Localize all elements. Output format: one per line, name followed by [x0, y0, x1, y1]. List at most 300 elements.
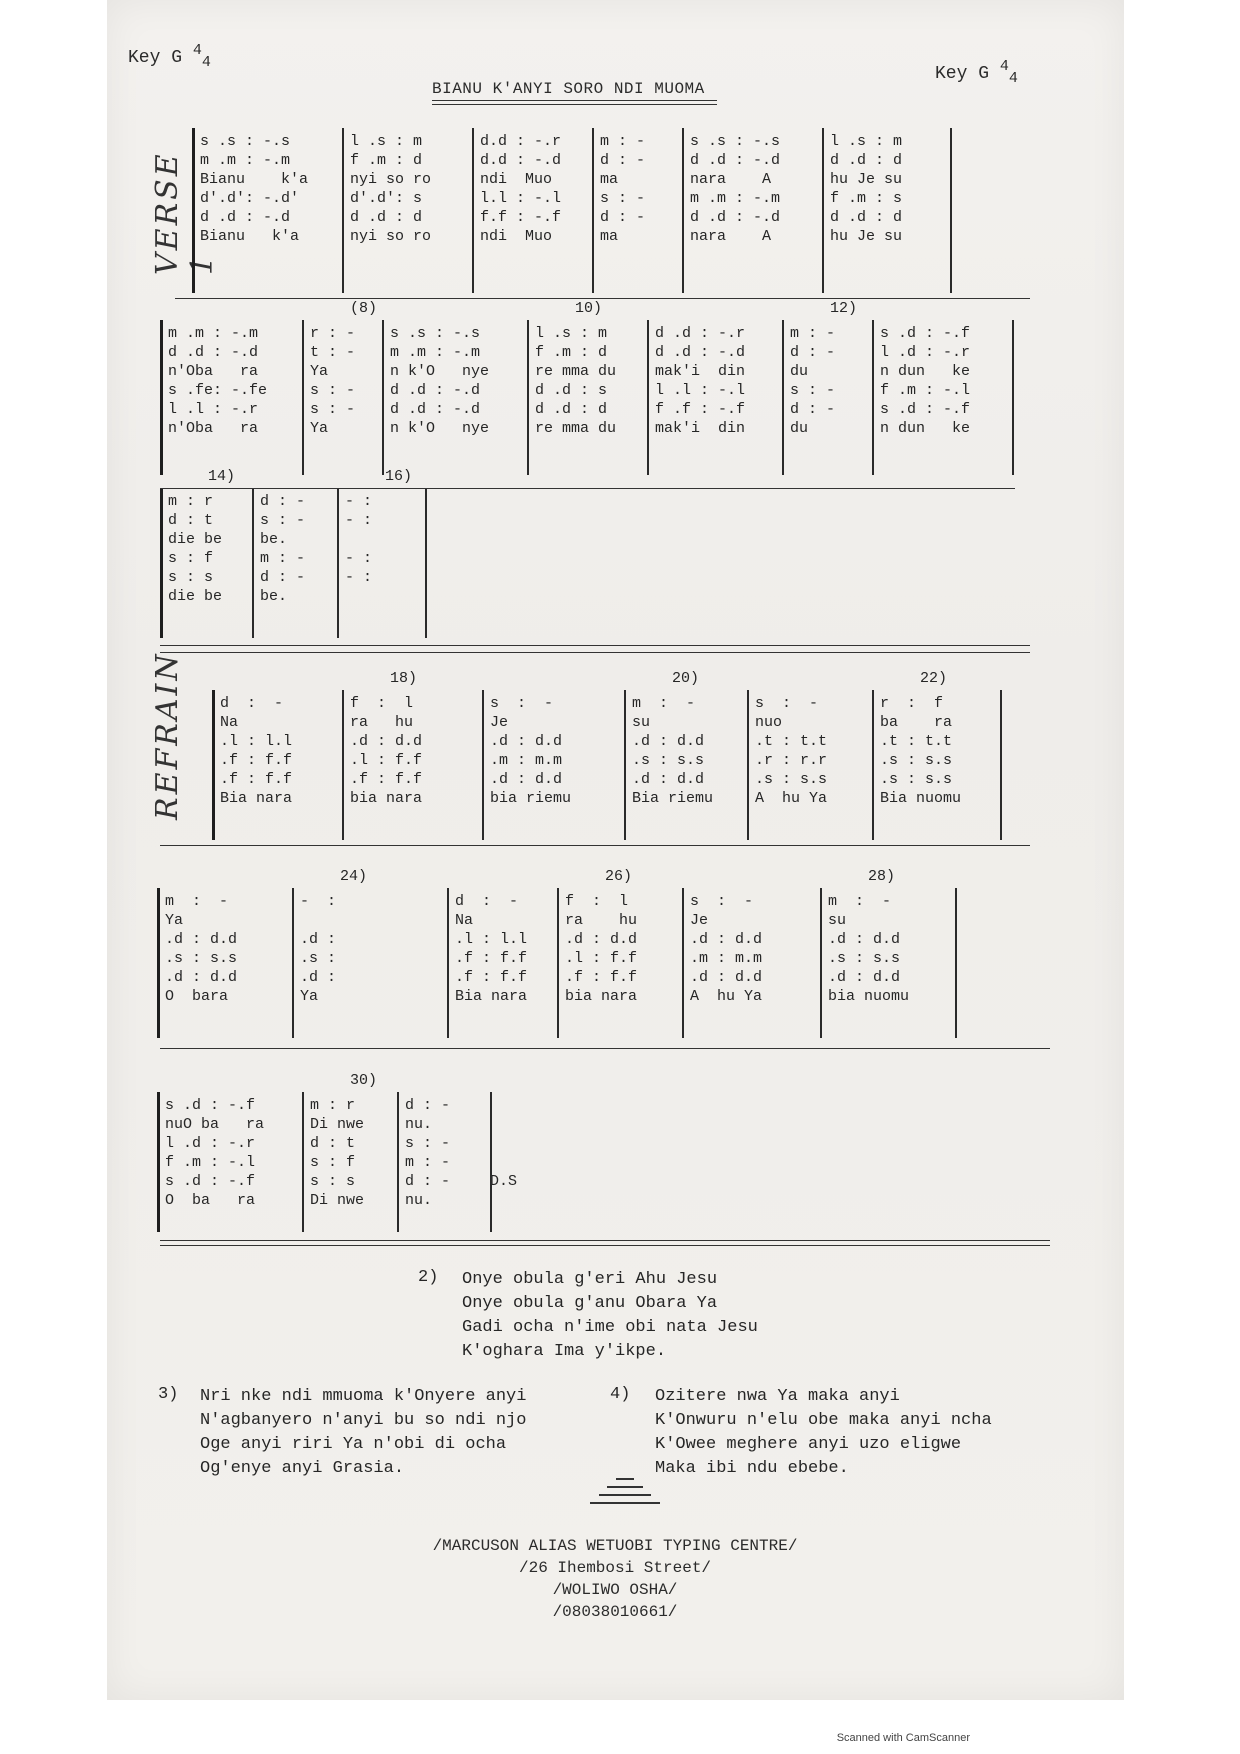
solfa-line: d'.d': s	[350, 190, 423, 207]
solfa-line: m .m : -.m	[690, 190, 781, 207]
footer-ornament	[590, 1478, 660, 1504]
verse-number: 2)	[418, 1268, 439, 1287]
solfa-line: d.d : -.d	[480, 152, 562, 169]
solfa-line: s : -	[260, 512, 306, 529]
measure	[830, 132, 902, 246]
lyric-line	[345, 587, 372, 606]
solfa-line: f : l	[565, 893, 629, 910]
solfa-line: f.f : -.f	[480, 209, 562, 226]
solfa-line: d : -	[790, 344, 836, 361]
solfa-line: l .l : -.l	[655, 382, 746, 399]
measure-number: 16)	[385, 468, 413, 485]
solfa-line: .s : s.s	[880, 752, 953, 769]
solfa-line: m : r	[310, 1097, 356, 1114]
measure	[310, 1096, 364, 1210]
lyric-line: .d : d.d	[828, 931, 901, 948]
lyric-line: hu Je su	[830, 228, 903, 245]
solfa-line: .s : s.s	[828, 950, 901, 967]
barline	[302, 1092, 304, 1232]
solfa-line: m .m : -.m	[168, 325, 259, 342]
solfa-line: d .d : -.d	[690, 209, 781, 226]
solfa-line: - :	[345, 512, 373, 529]
verse-text	[462, 1268, 758, 1364]
solfa-line: d .d : -.d	[200, 209, 291, 226]
lyric-line: O bara	[165, 988, 229, 1005]
solfa-line: s : f	[168, 550, 214, 567]
lyric-line: n k'O nye	[390, 363, 490, 380]
lyric-line: .d : d.d	[565, 931, 638, 948]
solfa-line: - :	[345, 569, 373, 586]
solfa-line: .f : f.f	[220, 752, 293, 769]
barline	[527, 320, 529, 475]
solfa-line: s : -	[755, 695, 819, 712]
system-rule	[160, 1240, 1050, 1241]
lyric-line: su	[828, 912, 847, 929]
solfa-line: s : -	[600, 190, 646, 207]
time-signature-left-lower: 4	[201, 54, 211, 71]
lyric-line: mak'i din	[655, 363, 746, 380]
lyric-line	[300, 911, 336, 930]
solfa-line: .d : d.d	[690, 969, 763, 986]
solfa-line: s : s	[310, 1173, 356, 1190]
system-rule	[160, 488, 1015, 489]
barline	[342, 690, 344, 840]
barline	[872, 320, 874, 475]
solfa-line: .s : s.s	[755, 771, 828, 788]
solfa-line: s : s	[168, 569, 214, 586]
verse-line: K'oghara Ima y'ikpe.	[462, 1342, 667, 1361]
solfa-line: f .m : -.l	[880, 382, 971, 399]
solfa-line: s .d : -.f	[165, 1173, 256, 1190]
lyric-line: .d : d.d	[632, 733, 705, 750]
solfa-line: f .m : s	[830, 190, 903, 207]
barline	[557, 888, 559, 1038]
measure-number: 14)	[208, 468, 236, 485]
barline	[157, 888, 160, 1038]
solfa-line: s : -	[690, 893, 754, 910]
solfa-line	[490, 1191, 517, 1210]
lyric-line: mak'i din	[655, 420, 746, 437]
solfa-line: .l : f.f	[350, 752, 423, 769]
solfa-line: s .s : -.s	[390, 325, 481, 342]
measure	[350, 694, 422, 808]
solfa-line: d : -	[600, 152, 646, 169]
lyric-line: su	[632, 714, 651, 731]
solfa-line: .f : f.f	[455, 969, 528, 986]
measure	[168, 492, 222, 606]
lyric-line: .t : t.t	[880, 733, 953, 750]
barline	[302, 320, 304, 475]
solfa-line: .s : s.s	[632, 752, 705, 769]
solfa-line: l.l : -.l	[480, 190, 562, 207]
lyric-line: A hu Ya	[690, 988, 763, 1005]
solfa-line: s : -	[490, 695, 554, 712]
barline-end	[490, 1092, 492, 1232]
barline	[157, 1092, 160, 1232]
lyric-line: Na	[455, 912, 474, 929]
barline	[482, 690, 484, 840]
solfa-line: .d : d.d	[490, 771, 563, 788]
barline	[212, 690, 215, 840]
verse-line: Ozitere nwa Ya maka anyi	[655, 1387, 900, 1406]
solfa-line: d .d : d	[535, 401, 608, 418]
barline	[647, 320, 649, 475]
lyric-line: Bia nara	[455, 988, 528, 1005]
lyric-line: be.	[260, 531, 288, 548]
measure	[390, 324, 489, 438]
solfa-line: s : f	[310, 1154, 356, 1171]
lyric-line: .l : l.l	[455, 931, 528, 948]
measure	[165, 892, 237, 1006]
solfa-line: f .m : d	[350, 152, 423, 169]
solfa-line: - :	[345, 493, 373, 510]
verse-text	[200, 1385, 526, 1481]
measure-number: 20)	[672, 670, 700, 687]
barline	[160, 320, 163, 475]
verse-line: Onye obula g'anu Obara Ya	[462, 1294, 718, 1313]
solfa-line	[490, 1210, 517, 1229]
lyric-line: bia riemu	[490, 790, 572, 807]
solfa-line: .s :	[300, 950, 337, 967]
barline	[782, 320, 784, 475]
lyric-line: ra hu	[350, 714, 414, 731]
typist-phone: /08038010661/	[552, 1603, 678, 1621]
measure	[790, 324, 835, 438]
system-rule	[160, 1245, 1050, 1246]
solfa-line: t : -	[310, 344, 356, 361]
measure	[345, 492, 372, 606]
measure-number: 30)	[350, 1072, 378, 1089]
solfa-line: m : -	[405, 1154, 451, 1171]
solfa-line: f : l	[350, 695, 414, 712]
lyric-line: Ya	[310, 420, 329, 437]
measure	[260, 492, 305, 606]
solfa-line: d .d : -.d	[390, 382, 481, 399]
solfa-line: s .s : -.s	[690, 133, 781, 150]
barline-end	[425, 488, 427, 638]
solfa-line: .f : f.f	[455, 950, 528, 967]
solfa-line: l .d : -.r	[880, 344, 971, 361]
solfa-line: l .l : -.r	[168, 401, 259, 418]
solfa-line: d : -	[220, 695, 284, 712]
lyric-line: Bia riemu	[632, 790, 714, 807]
solfa-line: s : -	[310, 401, 356, 418]
solfa-line: d .d : d	[830, 209, 903, 226]
verse-line: Gadi ocha n'ime obi nata Jesu	[462, 1318, 758, 1337]
lyric-line: .t : t.t	[755, 733, 828, 750]
time-signature-right-lower: 4	[1008, 70, 1018, 87]
solfa-line: .m : m.m	[690, 950, 763, 967]
solfa-line: d : t	[168, 512, 214, 529]
lyric-line: n dun ke	[880, 363, 971, 380]
verse-label: VERSE 1	[150, 151, 220, 275]
barline	[682, 128, 684, 293]
lyric-line: ra hu	[565, 912, 638, 929]
verse-number: 3)	[158, 1385, 179, 1404]
lyric-line: Di nwe	[310, 1116, 365, 1133]
solfa-line: .d : d.d	[828, 969, 901, 986]
barline	[472, 128, 474, 293]
lyric-line: Ya	[300, 988, 319, 1005]
key-signature-left: Key G $^4_4$	[128, 42, 211, 71]
lyric-line: Je	[490, 714, 509, 731]
lyric-line: .d : d.d	[690, 931, 763, 948]
system-rule	[175, 298, 1030, 299]
measure	[405, 1096, 450, 1210]
measure	[880, 694, 961, 808]
solfa-line: .s : s.s	[880, 771, 953, 788]
solfa-line: l .s : m	[830, 133, 903, 150]
measure	[165, 1096, 264, 1210]
title-underline-2	[432, 104, 717, 105]
solfa-line: r : -	[310, 325, 356, 342]
lyric-line: bia nuomu	[828, 988, 910, 1005]
measure	[220, 694, 292, 808]
song-title: BIANU K'ANYI SORO NDI MUOMA	[432, 80, 705, 98]
solfa-line: d .d : -.r	[655, 325, 746, 342]
measure-number: 28)	[868, 868, 896, 885]
solfa-line: s .d : -.f	[880, 401, 971, 418]
solfa-line: f .f : -.f	[655, 401, 746, 418]
solfa-line: .s : s.s	[165, 950, 238, 967]
solfa-line: l .s : m	[350, 133, 423, 150]
system-rule	[160, 845, 1030, 846]
solfa-line: d : -	[790, 401, 836, 418]
lyric-line: d : t	[310, 1135, 356, 1152]
typist-town: /WOLIWO OSHA/	[552, 1581, 678, 1599]
verse-line: Oge anyi riri Ya n'obi di ocha	[200, 1435, 507, 1454]
barline	[820, 888, 822, 1038]
lyric-line: nuO ba ra	[165, 1116, 265, 1133]
lyric-line: .d : d.d	[490, 733, 563, 750]
lyric-line: l .d : -.r	[165, 1135, 256, 1152]
solfa-line: d : -	[600, 209, 646, 226]
lyric-line: ba ra	[880, 714, 953, 731]
barline	[292, 888, 294, 1038]
lyric-line	[490, 1153, 517, 1172]
lyric-line: bia nara	[565, 988, 638, 1005]
measure-number: 26)	[605, 868, 633, 885]
lyric-line: Bia nuomu	[880, 790, 962, 807]
solfa-line: f .m : d	[535, 344, 608, 361]
lyric-line: .d : d.d	[350, 733, 423, 750]
measure	[490, 694, 571, 808]
measure	[755, 694, 827, 808]
solfa-line: s .fe: -.fe	[168, 382, 268, 399]
solfa-line: .f : f.f	[350, 771, 423, 788]
solfa-line: s .d : -.f	[880, 325, 971, 342]
measure-number: 12)	[830, 300, 858, 317]
verse-line: Og'enye anyi Grasia.	[200, 1459, 405, 1478]
lyric-line: nyi so ro	[350, 228, 432, 245]
barline-end	[955, 888, 957, 1038]
measure-number: 18)	[390, 670, 418, 687]
barline	[682, 888, 684, 1038]
barline	[872, 690, 874, 840]
lyric-line: ndi Muo	[480, 228, 553, 245]
barline	[747, 690, 749, 840]
solfa-line: d .d : d	[350, 209, 423, 226]
lyric-line: Bia nara	[220, 790, 293, 807]
measure-number: (8)	[350, 300, 378, 317]
measure	[535, 324, 616, 438]
solfa-line: m : -	[600, 133, 646, 150]
verse-number: 4)	[610, 1385, 631, 1404]
solfa-line: d : -	[405, 1097, 451, 1114]
lyric-line: du	[790, 363, 809, 380]
solfa-line: .f : f.f	[220, 771, 293, 788]
solfa-line: m : r	[168, 493, 214, 510]
solfa-line: - :	[345, 550, 373, 567]
system-rule	[160, 652, 1030, 653]
barline-end	[1000, 690, 1002, 840]
lyric-line: du	[790, 420, 809, 437]
lyric-line: n dun ke	[880, 420, 971, 437]
lyric-line: ma	[600, 171, 619, 188]
verse-line: Maka ibi ndu ebebe.	[655, 1459, 849, 1478]
measure	[350, 132, 431, 246]
measure	[655, 324, 745, 438]
measure	[880, 324, 970, 438]
solfa-line: d'.d': -.d'	[200, 190, 300, 207]
solfa-line: s : -	[790, 382, 836, 399]
lyric-line: nu.	[405, 1116, 433, 1133]
verse-line: N'agbanyero n'anyi bu so ndi njo	[200, 1411, 527, 1430]
solfa-line: .l : f.f	[565, 950, 638, 967]
lyric-line: A hu Ya	[755, 790, 828, 807]
lyric-line: n'Oba ra	[168, 363, 259, 380]
verse-line: K'Owee meghere anyi uzo eligwe	[655, 1435, 962, 1454]
lyric-line: n k'O nye	[390, 420, 490, 437]
barline	[447, 888, 449, 1038]
solfa-line: - :	[300, 893, 337, 910]
lyric-line: nara A	[690, 171, 772, 188]
lyric-line: .d : d.d	[165, 931, 238, 948]
solfa-line: m : -	[790, 325, 836, 342]
solfa-line: d .d : -.d	[655, 344, 746, 361]
measure	[828, 892, 909, 1006]
solfa-line: d : -	[260, 569, 306, 586]
barline	[342, 128, 344, 293]
barline	[160, 488, 163, 638]
solfa-line: s : -	[310, 382, 356, 399]
solfa-line: s .s : -.s	[200, 133, 291, 150]
solfa-line: d .d : -.d	[690, 152, 781, 169]
measure	[690, 892, 762, 1006]
verse-line: Onye obula g'eri Ahu Jesu	[462, 1270, 718, 1289]
barline-end	[950, 128, 952, 293]
typist-street: /26 Ihembosi Street/	[518, 1559, 712, 1577]
typist-stamp	[390, 1535, 840, 1623]
barline	[592, 128, 594, 293]
lyric-line: nu.	[405, 1192, 433, 1209]
lyric-line: Ya	[165, 912, 184, 929]
solfa-line	[490, 1134, 517, 1153]
solfa-line: m .m : -.m	[390, 344, 481, 361]
solfa-line: r : f	[880, 695, 944, 712]
solfa-line: f .m : -.l	[165, 1154, 256, 1171]
solfa-line: .m : m.m	[490, 752, 563, 769]
solfa-line: d : -	[405, 1173, 451, 1190]
measure	[168, 324, 267, 438]
lyric-line: D.S	[490, 1173, 518, 1190]
lyric-line: bia nara	[350, 790, 423, 807]
time-signature-right: 4	[999, 58, 1009, 75]
refrain-label: REFRAIN	[150, 651, 185, 820]
lyric-line: n'Oba ra	[168, 420, 259, 437]
solfa-line: d.d : -.r	[480, 133, 562, 150]
measure	[200, 132, 308, 246]
lyric-line: Na	[220, 714, 239, 731]
solfa-line: .f : f.f	[565, 969, 638, 986]
barline	[192, 128, 195, 293]
measure	[565, 892, 637, 1006]
lyric-line: re mma du	[535, 420, 617, 437]
barline-end	[1012, 320, 1014, 475]
barline	[252, 488, 254, 638]
scanner-watermark: Scanned with CamScanner	[836, 1732, 970, 1744]
title-underline	[432, 100, 717, 101]
measure	[632, 694, 713, 808]
solfa-line: d : -	[260, 493, 306, 510]
verse-line: Nri nke ndi mmuoma k'Onyere anyi	[200, 1387, 527, 1406]
solfa-line: d .d : d	[830, 152, 903, 169]
lyric-line: Je	[690, 912, 709, 929]
lyric-line: O ba ra	[165, 1192, 256, 1209]
solfa-line: .d :	[300, 969, 337, 986]
lyric-line: die be	[168, 588, 223, 605]
verse-line: K'Onwuru n'elu obe maka anyi ncha	[655, 1411, 992, 1430]
lyric-line: nuo	[755, 714, 783, 731]
typist-name: /MARCUSON ALIAS WETUOBI TYPING CENTRE/	[432, 1537, 798, 1555]
solfa-line: .d : d.d	[165, 969, 238, 986]
solfa-line: s .d : -.f	[165, 1097, 256, 1114]
measure	[690, 132, 780, 246]
solfa-line: m .m : -.m	[200, 152, 291, 169]
measure	[480, 132, 561, 246]
measure-number: 22)	[920, 670, 948, 687]
time-signature-left: 4	[192, 42, 202, 59]
lyric-line: Bianu k'a	[200, 228, 300, 245]
solfa-line: .r : r.r	[755, 752, 828, 769]
lyric-line: .l : l.l	[220, 733, 293, 750]
solfa-line: m : -	[260, 550, 306, 567]
barline	[624, 690, 626, 840]
measure	[455, 892, 527, 1006]
lyric-line: re mma du	[535, 363, 617, 380]
verse-text	[655, 1385, 992, 1481]
barline	[822, 128, 824, 293]
lyric-line: nyi so ro	[350, 171, 432, 188]
lyric-line: s : -	[405, 1135, 451, 1152]
solfa-line: d : -	[455, 893, 519, 910]
solfa-line: d .d : -.d	[390, 401, 481, 418]
lyric-line: die be	[168, 531, 223, 548]
measure	[490, 1134, 517, 1248]
barline	[397, 1092, 399, 1232]
measure-number: 24)	[340, 868, 368, 885]
lyric-line	[345, 530, 372, 549]
solfa-line: m : -	[165, 893, 229, 910]
solfa-line: l .s : m	[535, 325, 608, 342]
key-signature-right: Key G $^4_4$	[935, 58, 1018, 87]
lyric-line: Di nwe	[310, 1192, 365, 1209]
lyric-line: Ya	[310, 363, 329, 380]
solfa-line: m : -	[828, 893, 892, 910]
lyric-line: Bianu k'a	[200, 171, 309, 188]
lyric-line: .d :	[300, 931, 337, 948]
barline	[337, 488, 339, 638]
